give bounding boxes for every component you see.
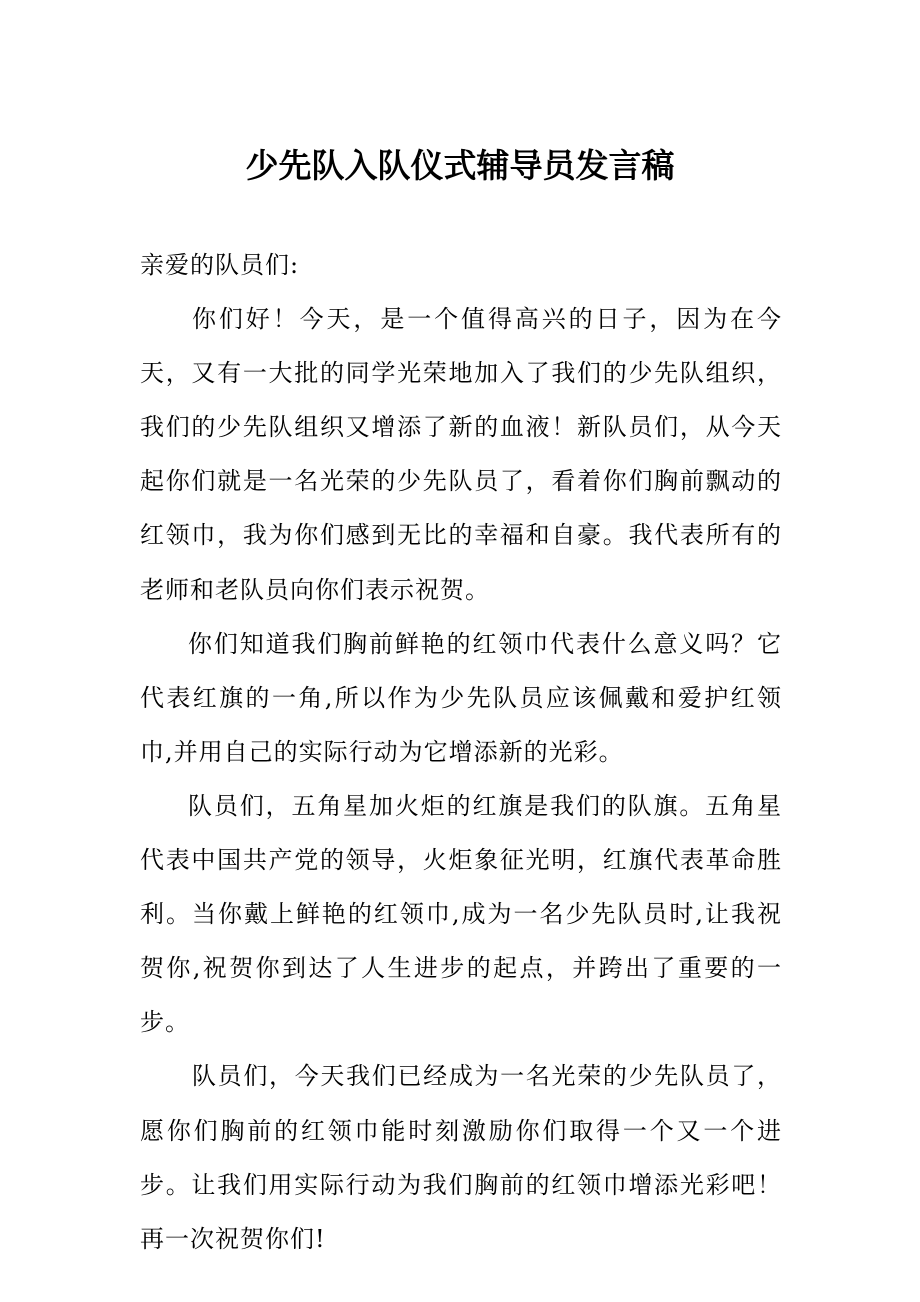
document-title: 少先队入队仪式辅导员发言稿 — [245, 146, 675, 185]
salutation: 亲爱的队员们: — [140, 251, 300, 279]
paragraph-1: 你们好！今天，是一个值得高兴的日子，因为在今天，又有一大批的同学光荣地加入了我们的少先队组织，我们的少先队组织又增添了新的血液！新队员们，从今天起你们就是一名光荣的少先队员了，看着你们胸前飘动的红领巾，我为你们感到无比的幸福和自豪。我代表所有的老师和老队员向你们表示祝贺。 — [140, 305, 782, 604]
paragraph-4: 队员们，今天我们已经成为一名光荣的少先队员了，愿你们胸前的红领巾能时刻激励你们取得一个又一个进步。让我们用实际行动为我们胸前的红领巾增添光彩吧！再一次祝贺你们! — [140, 1062, 782, 1253]
paragraph-3: 队员们，五角星加火炬的红旗是我们的队旗。五角星代表中国共产党的领导，火炬象征光明，红旗代表革命胜利。当你戴上鲜艳的红领巾,成为一名少先队员时,让我祝贺你,祝贺你到达了人生进步的起点，并跨出了重要的一步。 — [140, 791, 782, 1037]
document-body — [140, 238, 782, 1266]
paragraph-2: 你们知道我们胸前鲜艳的红领巾代表什么意义吗？它代表红旗的一角,所以作为少先队员应该佩戴和爱护红领巾,并用自己的实际行动为它增添新的光彩。 — [140, 629, 782, 766]
